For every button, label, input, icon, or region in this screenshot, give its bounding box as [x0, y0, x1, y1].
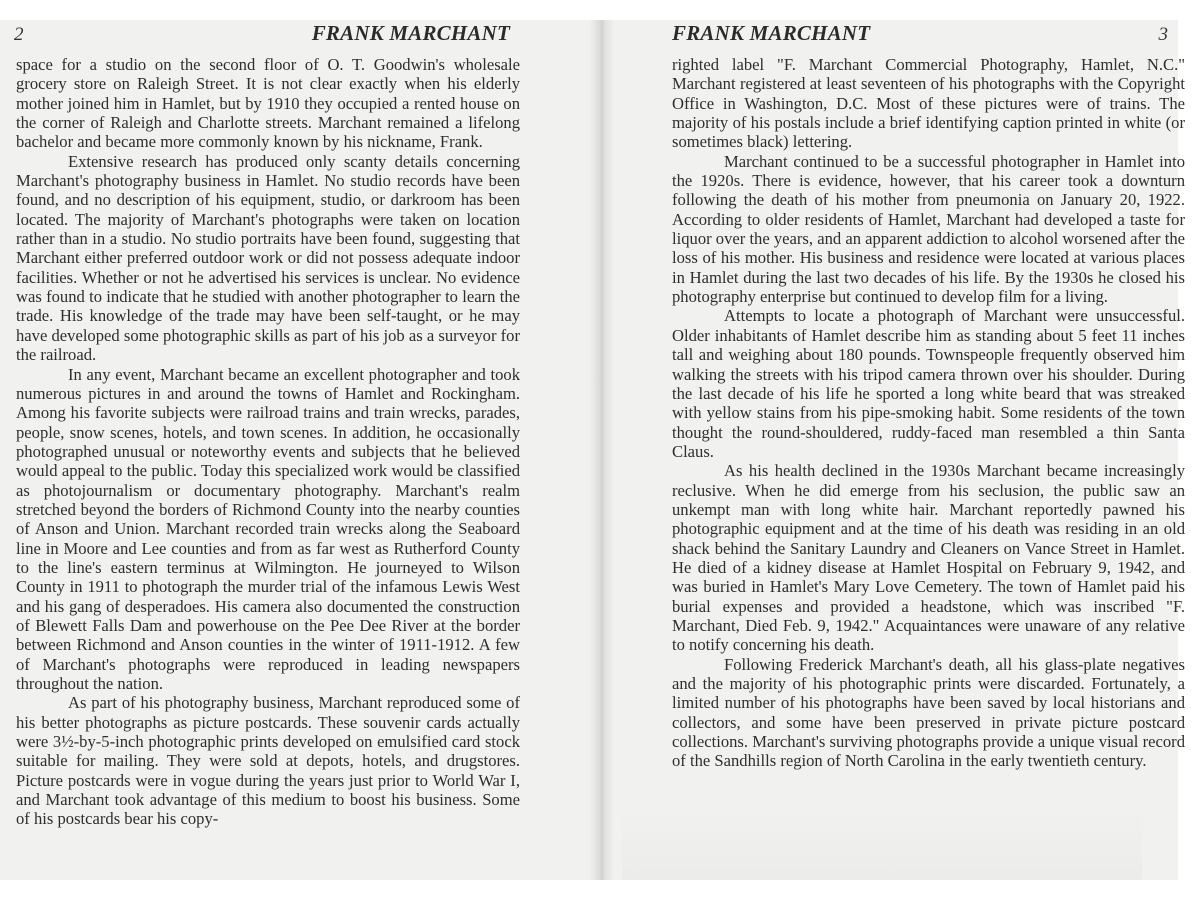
paragraph: space for a studio on the second floor of O. T. Goodwin's wholesale grocery store on Raleigh Street. It is not clear exactly when his elderly mother joined him in Hamlet, but by 1910 they occupied a rented house on the corner of Raleigh and Charlotte streets. Marchant remained a lifelong bachelor and became more commonly known by his nickname, Frank. — [16, 55, 520, 152]
paragraph: Attempts to locate a photograph of Marchant were unsuccessful. Older inhabitants of Hamlet describe him as standing about 5 feet 11 inches tall and weighing about 180 pounds. Townspeople frequently observed him walking the streets with his tripod camera thrown over his shoulder. During the last decade of his life he sported a long white beard that was streaked with yellow stains from his pipe-smoking habit. Some residents of the town thought the round-shouldered, ruddy-faced man resembled a thin Santa Claus. — [672, 306, 1185, 461]
book-gutter — [590, 20, 614, 880]
paragraph: righted label "F. Marchant Commercial Photography, Hamlet, N.C." Marchant registered at least seventeen of his photographs with the Copyright Office in Washington, D.C. Most of these pictures were of trains. The majority of his postals include a brief identifying caption printed in white (or sometimes black) lettering. — [672, 55, 1185, 152]
paragraph: As part of his photography business, Marchant reproduced some of his better photographs as picture postcards. These souvenir cards actually were 3½-by-5-inch photographic prints developed on emulsified card stock suitable for mailing. They were sold at depots, hotels, and drugstores. Picture postcards were in vogue during the years just prior to World War I, and Marchant took advantage of this medium to boost his business. Some of his postcards bear his copy- — [16, 693, 520, 829]
book-spread — [0, 20, 1185, 880]
running-head-title: FRANK MARCHANT — [311, 21, 510, 45]
right-running-head — [614, 20, 1178, 46]
left-body-text — [16, 55, 520, 829]
page-number: 2 — [14, 24, 24, 45]
left-page — [0, 20, 590, 880]
right-body-text — [672, 55, 1185, 771]
running-head-title: FRANK MARCHANT — [672, 21, 871, 45]
right-page — [614, 20, 1185, 880]
paragraph: As his health declined in the 1930s Marchant became increasingly reclusive. When he did emerge from his seclusion, the public saw an unkempt man with long white hair. Marchant reportedly pawned his photographic equipment and at the time of his death was residing in an old shack behind the Sanitary Laundry and Cleaners on Vance Street in Hamlet. He died of a kidney disease at Hamlet Hospital on February 9, 1942, and was buried in Hamlet's Mary Love Cemetery. The town of Hamlet paid his burial expenses and provided a headstone, which was inscribed "F. Marchant, Died Feb. 9, 1942." Acquaintances were unaware of any relative to notify concerning his death. — [672, 461, 1185, 655]
paragraph: Marchant continued to be a successful photographer in Hamlet into the 1920s. There is evidence, however, that his career took a downturn following the death of his mother from pneumonia on January 20, 1922. According to older residents of Hamlet, Marchant had developed a taste for liquor over the years, and an apparent addiction to alcohol worsened after the loss of his mother. His business and residence were located at various places in Hamlet during the last two decades of his life. By the 1930s he closed his photography enterprise but continued to develop film for a living. — [672, 151, 1185, 307]
paragraph: Extensive research has produced only scanty details concerning Marchant's photography business in Hamlet. No studio records have been found, and no description of his equipment, studio, or darkroom has been located. The majority of Marchant's photographs were taken on location rather than in a studio. No studio portraits have been found, suggesting that Marchant either preferred outdoor work or did not possess adequate indoor facilities. Whether or not he advertised his services is unclear. No evidence was found to indicate that he studied with another photographer to learn the trade. His knowledge of the trade may have been self-taught, or he may have developed some photographic skills as part of his job as a surveyor for the railroad. — [16, 151, 520, 365]
page-number: 3 — [1158, 24, 1168, 45]
paragraph: Following Frederick Marchant's death, all his glass-plate negatives and the majority of his photographic prints were discarded. Fortunately, a limited number of his photographs have been saved by local historians and collectors, and some have been preserved in private picture postcard collections. Marchant's surviving photographs provide a unique visual record of the Sandhills region of North Carolina in the early twentieth century. — [672, 654, 1185, 771]
bleed-through-shadow — [622, 810, 1142, 880]
left-running-head — [0, 20, 590, 46]
paragraph: In any event, Marchant became an excellent photographer and took numerous pictures in and around the towns of Hamlet and Rockingham. Among his favorite subjects were railroad trains and train wrecks, parades, people, snow scenes, hotels, and town scenes. In addition, he occasionally photographed unusual or noteworthy events and subjects that he believed would appeal to the public. Today this specialized work would be classified as photojournalism or documentary photography. Marchant's realm stretched beyond the borders of Richmond County into the nearby counties of Anson and Union. Marchant recorded train wrecks along the Seaboard line in Moore and Lee counties and from as far west as Rutherford County to the line's eastern terminus at Wilmington. He journeyed to Wilson County in 1911 to photograph the murder trial of the infamous Lewis West and his gang of desperadoes. His camera also documented the construction of Blewett Falls Dam and powerhouse on the Pee Dee River at the border between Richmond and Anson counties in the winter of 1911-1912. A few of Marchant's photographs were reproduced in leading newspapers throughout the nation. — [16, 364, 520, 693]
